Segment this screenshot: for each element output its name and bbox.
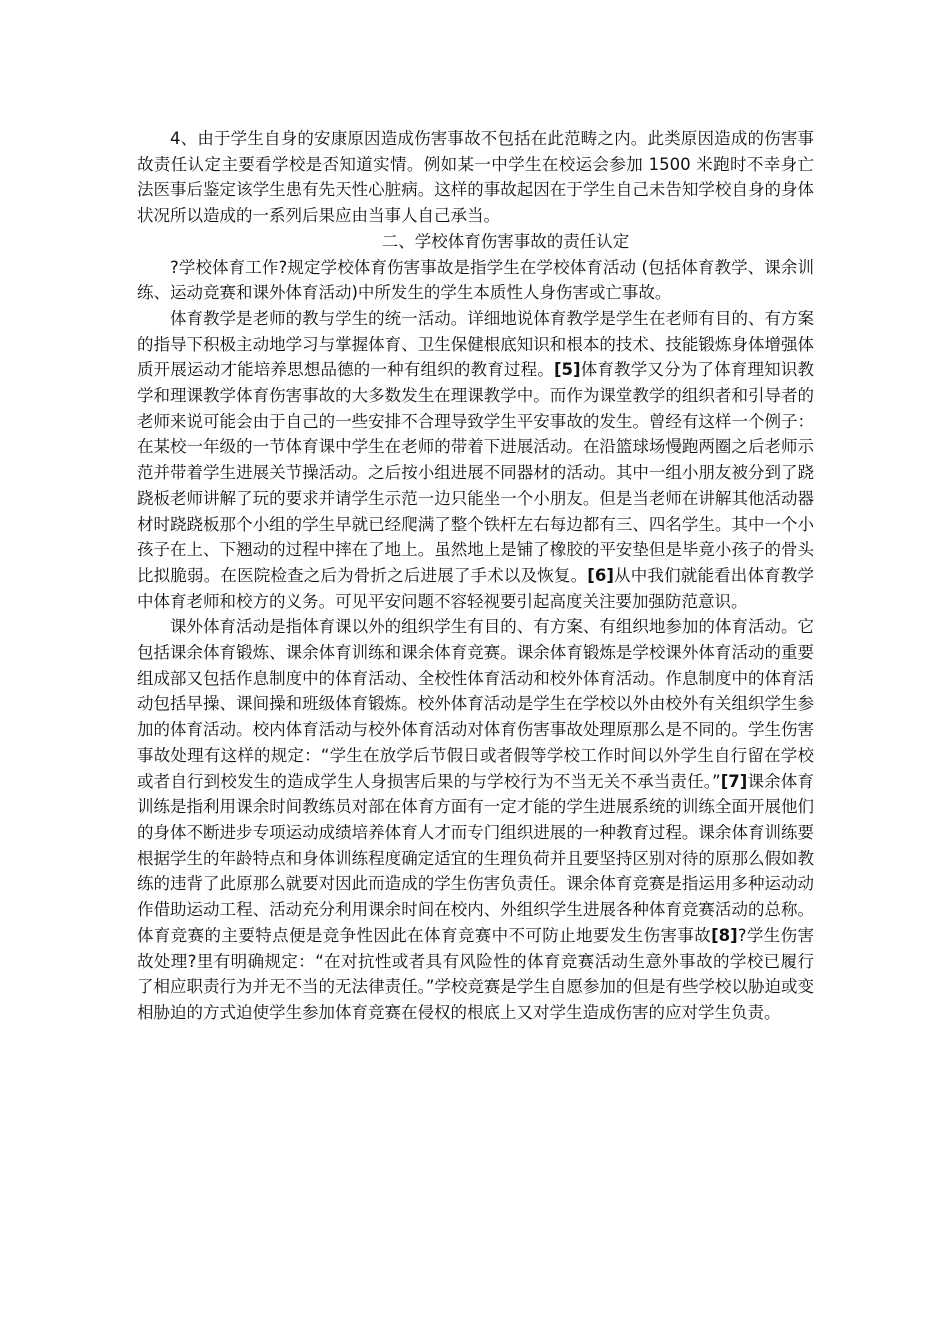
paragraph-definition: ?学校体育工作?规定学校体育伤害事故是指学生在学校体育活动 (包括体育教学、课余训练、运动竞赛和课外体育活动)中所发生的学生本质性人身伤害或亡事故。	[137, 257, 814, 303]
citation-8: [8]	[711, 925, 738, 945]
paragraph-health-causes: 4、由于学生自身的安康原因造成伤害事故不包括在此范畴之内。此类原因造成的伤害事故责任认定主要看学校是否知道实情。例如某一中学生在校运会参加 1500 米跑时不幸身亡法医事后鉴定该学生患有先天性心脏病。这样的事故起因在于学生自己未告知学校自身的身体状况所以造成的一系列后果应由当事人自己承当。	[137, 129, 814, 226]
paragraph-text: ?学生伤害故处理?里有明确规定：“在对抗性或者具有风险性的体育竞赛活动生意外事故的学校已履行了相应职责行为并无不当的无法律责任。”学校竞赛是学生自愿参加的但是有些学校以胁迫或变相胁迫的方式迫使学生参加体育竞赛在侵权的根底上又对学生造成伤害的应对学生负责。	[137, 925, 815, 1022]
paragraph-extracurricular	[137, 614, 814, 1025]
section-heading: 二、学校体育伤害事故的责任认定	[381, 231, 630, 251]
citation-5: [5]	[553, 360, 581, 380]
document-body	[137, 126, 814, 1026]
paragraph-text: 课外体育活动是指体育课以外的组织学生有目的、有方案、有组织地参加的体育活动。它包括课余体育锻炼、课余体育训练和课余体育竞赛。课余体育锻炼是学校课外体育活动的重要组成部又包括作息制度中的体育活动、全校性体育活动和校外体育活动。作息制度中的体育活动包括早操、课间操和班级体育锻炼。校外体育活动是学生在学校以外由校外有关组织学生参加的体育活动。校内体育活动与校外体育活动对体育伤害事故处理原那么是不同的。学生伤害事故处理有这样的规定：“学生在放学后节假日或者假等学校工作时间以外学生自行留在学校或者自行到校发生的造成学生人身损害后果的与学校行为不当无关不承当责任。”	[137, 617, 814, 791]
paragraph-pe-teaching	[137, 306, 814, 614]
paragraph-text: 从中我们就能看出体育教学中体育老师和校方的义务。可见平安问题不容轻视要引起高度关注要加强防范意识。	[137, 565, 815, 611]
citation-6: [6]	[587, 565, 614, 585]
paragraph-text: 体育教学又分为了体育理知识教学和理课教学体育伤害事故的大多数发生在理课教学中。而作为课堂教学的组织者和引导者的老师来说可能会由于自己的一些安排不合理导致学生平安事故的发生。曾经有这样一个例子：在某校一年级的一节体育课中学生在老师的带着下进展活动。在沿篮球场慢跑两圈之后老师示范并带着学生进展关节操活动。之后按小组进展不同器材的活动。其中一组小朋友被分到了跷跷板老师讲解了玩的要求并请学生示范一边只能坐一个小朋友。但是当老师在讲解其他活动器材时跷跷板那个小组的学生早就已经爬满了整个铁杆左右每边都有三、四名学生。其中一个小孩子在上、下翘动的过程中摔在了地上。虽然地上是铺了橡胶的平安垫但是毕竟小孩子的骨头比拟脆弱。在医院检查之后为骨折之后进展了手术以及恢复。	[137, 360, 815, 585]
citation-7: [7]	[720, 771, 748, 791]
paragraph-text: 体育教学是老师的教与学生的统一活动。详细地说体育教学是学生在老师有目的、有方案的指导下积极主动地学习与掌握体育、卫生保健根底知识和根本的技术、技能锻炼身体增强体质开展运动才能培养思想品德的一种有组织的教育过程。	[137, 308, 814, 380]
paragraph-text: 课余体育训练是指利用课余时间教练员对部在体育方面有一定才能的学生进展系统的训练全面开展他们的身体不断进步专项运动成绩培养体育人才而专门组织进展的一种教育过程。课余体育训练要根据学生的年龄特点和身体训练程度确定适宜的生理负荷并且要坚持区别对待的原那么假如教练的违背了此原那么就要对因此而造成的学生伤害负责任。课余体育竞赛是指运用多种运动动作借助运动工程、活动充分利用课余时间在校内、外组织学生进展各种体育竞赛活动的总称。体育竞赛的主要特点便是竞争性因此在体育竞赛中不可防止地要发生伤害事故	[137, 771, 814, 945]
